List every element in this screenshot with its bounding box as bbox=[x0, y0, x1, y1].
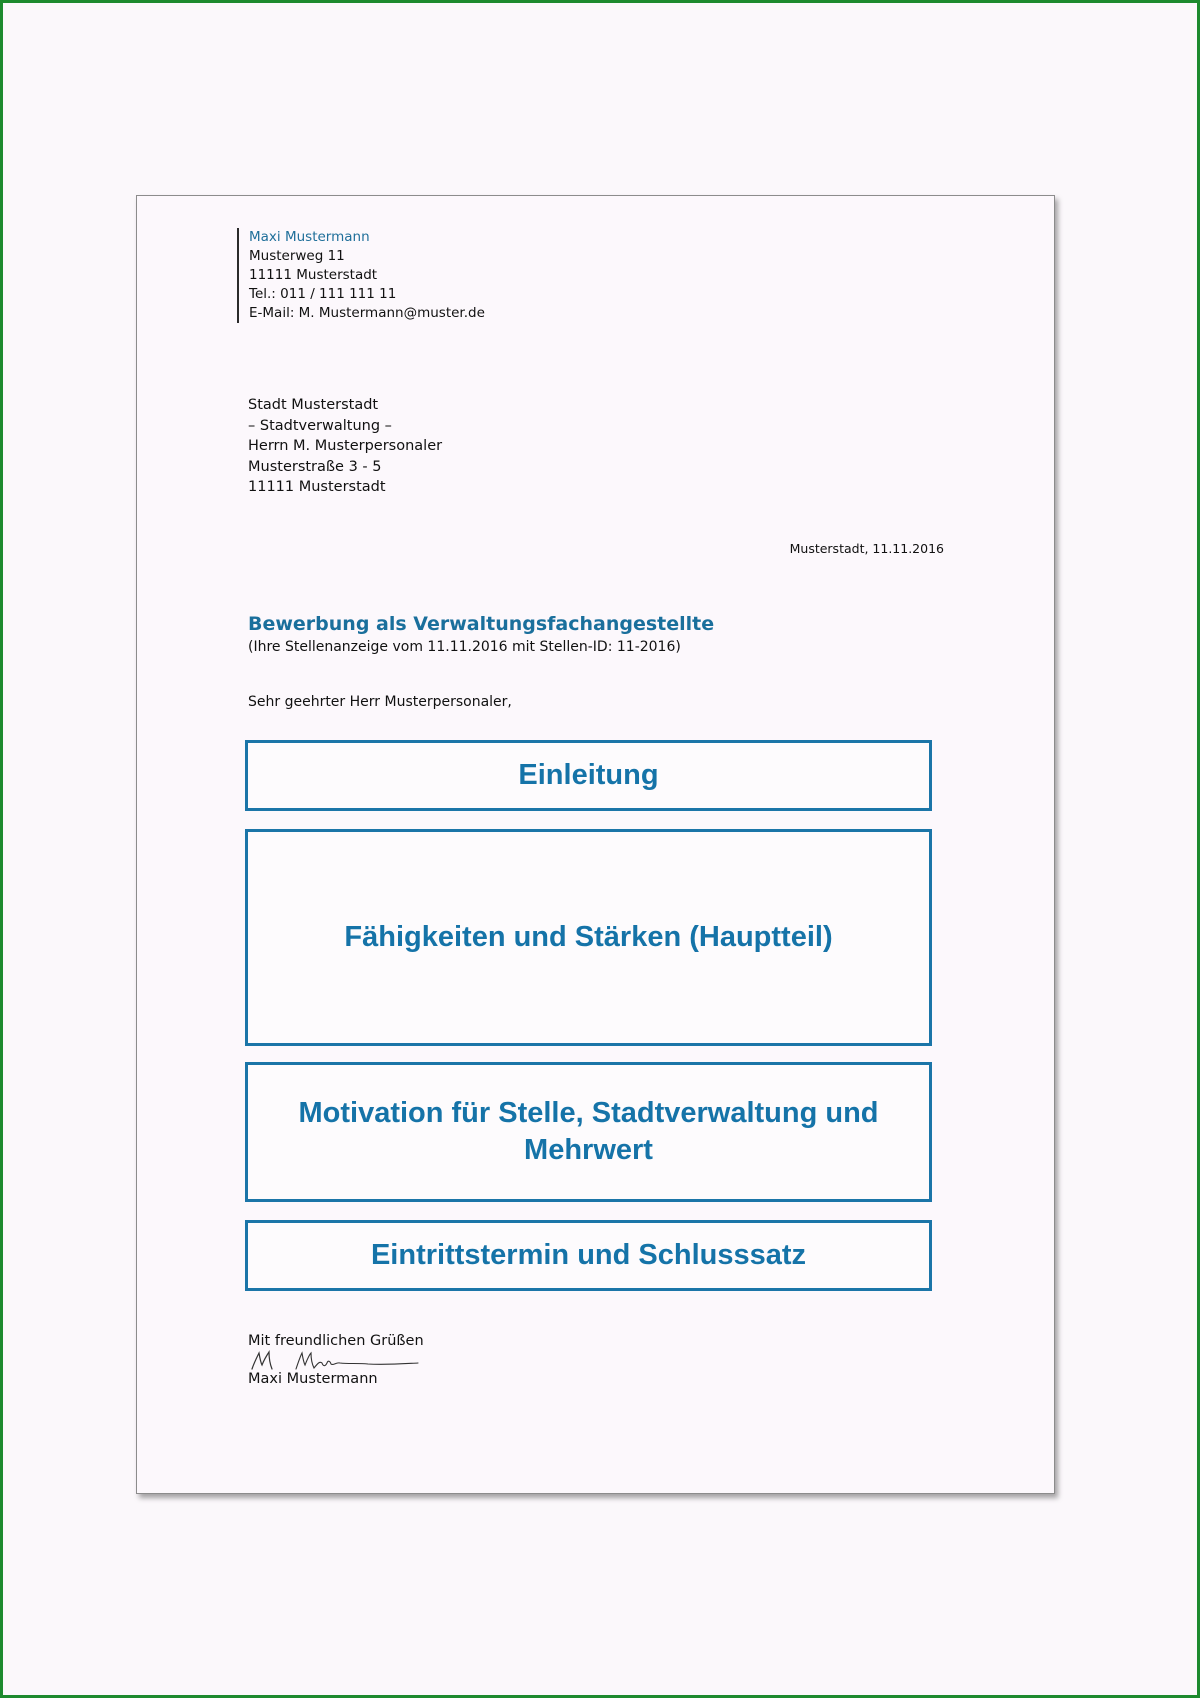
subject-reference: (Ihre Stellenanzeige vom 11.11.2016 mit Stellen-ID: 11-2016) bbox=[248, 639, 681, 655]
closing-name: Maxi Mustermann bbox=[248, 1371, 378, 1387]
recipient-line: Musterstraße 3 - 5 bbox=[248, 458, 382, 475]
subject-block bbox=[248, 613, 714, 655]
section-main-label: Fähigkeiten und Stärken (Hauptteil) bbox=[344, 921, 833, 953]
recipient-block bbox=[248, 395, 442, 498]
sender-street: Musterweg 11 bbox=[249, 248, 345, 264]
letter-sheet bbox=[136, 195, 1055, 1494]
recipient-line: Stadt Musterstadt bbox=[248, 397, 379, 413]
section-motivation-box bbox=[245, 1062, 932, 1202]
salutation: Sehr geehrter Herr Musterpersonaler, bbox=[248, 694, 512, 710]
recipient-line: 11111 Musterstadt bbox=[248, 479, 386, 495]
sender-city: 11111 Musterstadt bbox=[249, 267, 378, 283]
sender-email: E-Mail: M. Mustermann@muster.de bbox=[249, 305, 485, 321]
closing-greeting: Mit freundlichen Grüßen bbox=[248, 1333, 424, 1349]
sender-block bbox=[237, 228, 485, 323]
subject-title: Bewerbung als Verwaltungsfachangestellte bbox=[248, 613, 715, 635]
sender-phone: Tel.: 011 / 111 111 11 bbox=[249, 286, 397, 302]
section-closing-label: Eintrittstermin und Schlusssatz bbox=[370, 1239, 807, 1271]
section-intro-label: Einleitung bbox=[518, 759, 659, 791]
section-closing-box bbox=[245, 1220, 932, 1291]
section-main-box bbox=[245, 829, 932, 1046]
sender-name: Maxi Mustermann bbox=[249, 229, 370, 245]
recipient-line: – Stadtverwaltung – bbox=[248, 417, 392, 434]
letter-date: Musterstadt, 11.11.2016 bbox=[789, 541, 944, 556]
recipient-line: Herrn M. Musterpersonaler bbox=[248, 438, 443, 454]
section-motivation-label: Motivation für Stelle, Stadtverwaltung und Mehrwert bbox=[298, 1097, 879, 1166]
closing-block bbox=[248, 1331, 428, 1389]
section-intro-box bbox=[245, 740, 932, 811]
